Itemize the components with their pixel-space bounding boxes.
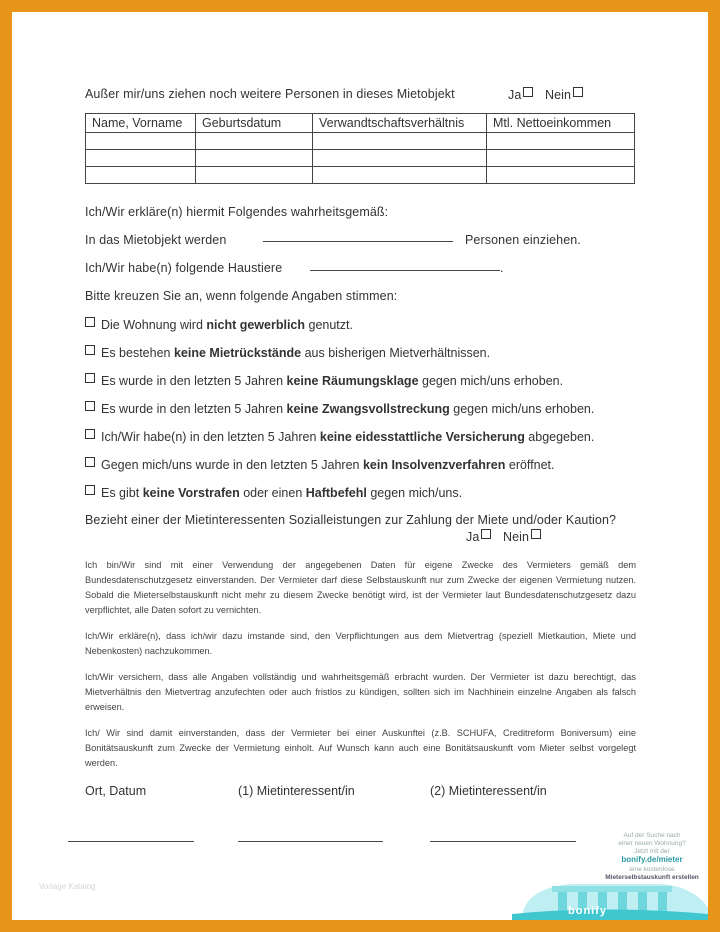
tenant2-label: (2) Mietinteressent/in [430, 784, 547, 798]
ad-text-4: eine kostenlose [629, 866, 675, 873]
ad-brand-url[interactable]: bonify.de/mieter [621, 855, 683, 864]
table-row [86, 150, 635, 167]
footer-watermark: Vorlage Katalog [39, 882, 96, 891]
document-page [12, 12, 708, 920]
table-header-cell: Name, Vorname [86, 114, 196, 133]
social-no-checkbox[interactable] [531, 529, 541, 539]
checkbox[interactable] [85, 457, 95, 467]
table-cell[interactable] [196, 150, 313, 167]
table-cell[interactable] [487, 133, 635, 150]
move-in-suffix: Personen einziehen. [465, 233, 581, 247]
tenant1-label: (1) Mietinteressent/in [238, 784, 355, 798]
checkbox[interactable] [85, 317, 95, 327]
table-cell[interactable] [86, 133, 196, 150]
persons-yes-checkbox[interactable] [523, 87, 533, 97]
check-item-enforcement[interactable]: Es wurde in den letzten 5 Jahren keine Zwangsvollstreckung gegen mich/uns erhoben. [85, 401, 594, 416]
check-item-affidavit[interactable]: Ich/Wir habe(n) in den letzten 5 Jahren keine eidesstattliche Versicherung abgegeben. [85, 429, 594, 444]
table-cell[interactable] [196, 133, 313, 150]
table-cell[interactable] [313, 150, 487, 167]
table-header-cell: Mtl. Nettoeinkommen [487, 114, 635, 133]
check-item-rent-arrears[interactable]: Es bestehen keine Mietrückstände aus bisherigen Mietverhältnissen. [85, 345, 490, 360]
tenant1-signature-line[interactable] [238, 841, 383, 842]
checkbox[interactable] [85, 345, 95, 355]
ad-text-5: Mieterselbstauskunft erstellen [605, 874, 699, 881]
table-cell[interactable] [313, 167, 487, 184]
move-in-label: In das Mietobjekt werden [85, 233, 227, 247]
checklist-intro: Bitte kreuzen Sie an, wenn folgende Angaben stimmen: [85, 289, 398, 303]
table-cell[interactable] [86, 167, 196, 184]
declaration-intro: Ich/Wir erkläre(n) hiermit Folgendes wahrheitsgemäß: [85, 205, 389, 219]
ad-text-3: Jetzt mit der [634, 848, 670, 855]
table-cell[interactable] [196, 167, 313, 184]
table-cell[interactable] [86, 150, 196, 167]
table-header-cell: Verwandtschaftsverhältnis [313, 114, 487, 133]
brandenburg-gate-logo [512, 828, 708, 920]
table-cell[interactable] [313, 133, 487, 150]
table-cell[interactable] [487, 150, 635, 167]
checkbox[interactable] [85, 485, 95, 495]
ad-text-2: einer neuen Wohnung? [618, 840, 686, 847]
place-date-signature-line[interactable] [68, 841, 194, 842]
check-item-criminal-record[interactable]: Es gibt keine Vorstrafen oder einen Haftbefehl gegen mich/uns. [85, 485, 462, 500]
table-cell[interactable] [487, 167, 635, 184]
checkbox[interactable] [85, 373, 95, 383]
pets-field[interactable] [310, 270, 500, 271]
truthfulness-paragraph: Ich/Wir versichern, dass alle Angaben vollständig und wahrheitsgemäß erbracht wurden. Der Vermieter ist dazu berechtigt, das Mietverhältnis den Mietvertrag anzufechten oder auch fristlos zu kündigen, sollten sich im Nachhinein einzelne Angaben als falsch erweisen. [85, 672, 636, 712]
bonify-wordmark: bonify [568, 905, 607, 917]
persons-yes-no: Ja Nein [508, 87, 587, 102]
persons-question: Außer mir/uns ziehen noch weitere Personen in dieses Mietobjekt [85, 87, 455, 101]
table-header-cell: Geburtsdatum [196, 114, 313, 133]
social-yes-checkbox[interactable] [481, 529, 491, 539]
ad-text-1: Auf der Suche nach [623, 832, 681, 839]
table-row [86, 133, 635, 150]
table-header-row [86, 114, 635, 133]
check-item-eviction[interactable]: Es wurde in den letzten 5 Jahren keine Räumungsklage gegen mich/uns erhoben. [85, 373, 563, 388]
pets-suffix: . [500, 261, 504, 275]
social-yes-no: Ja Nein [466, 529, 545, 544]
privacy-paragraph: Ich bin/Wir sind mit einer Verwendung der angegebenen Daten für eigene Zwecke des Vermieters gemäß dem Bundesdatenschutzgesetz einverstanden. Der Vermieter darf diese Selbstauskunft nur zum Zwecke der eigenen Vermietung nutzen. Sobald die Mieterselbstauskunft nicht mehr zu diesem Zwecke benötigt wird, ist der Vermieter laut Bundesdatenschutzgesetz dazu verpflichtet, alle Daten sofort zu vernichten. [85, 560, 636, 615]
pets-label: Ich/Wir habe(n) folgende Haustiere [85, 261, 283, 275]
checkbox[interactable] [85, 401, 95, 411]
credit-check-paragraph: Ich/ Wir sind damit einverstanden, dass der Vermieter bei einer Auskunftei (z.B. SCHUFA, Creditreform Boniversum) eine Bonitätsauskunft zum Zwecke der Vermietung einholt. Auf Wunsch kann auch eine Bonitätsauskunft vom Mieter selbst vorgelegt werden. [85, 728, 636, 768]
check-item-insolvency[interactable]: Gegen mich/uns wurde in den letzten 5 Jahren kein Insolvenzverfahren eröffnet. [85, 457, 555, 472]
checkbox[interactable] [85, 429, 95, 439]
persons-no-checkbox[interactable] [573, 87, 583, 97]
check-item-commercial[interactable]: Die Wohnung wird nicht gewerblich genutzt. [85, 317, 353, 332]
move-in-count-field[interactable] [263, 241, 453, 242]
place-date-label: Ort, Datum [85, 784, 147, 798]
persons-table [85, 113, 635, 184]
table-row [86, 167, 635, 184]
obligations-paragraph: Ich/Wir erkläre(n), dass ich/wir dazu imstande sind, den Verpflichtungen aus dem Mietvertrag (speziell Mietkaution, Miete und Nebenkosten) nachzukommen. [85, 631, 636, 656]
social-question: Bezieht einer der Mietinteressenten Sozialleistungen zur Zahlung der Miete und/oder Kaution? [85, 513, 617, 527]
